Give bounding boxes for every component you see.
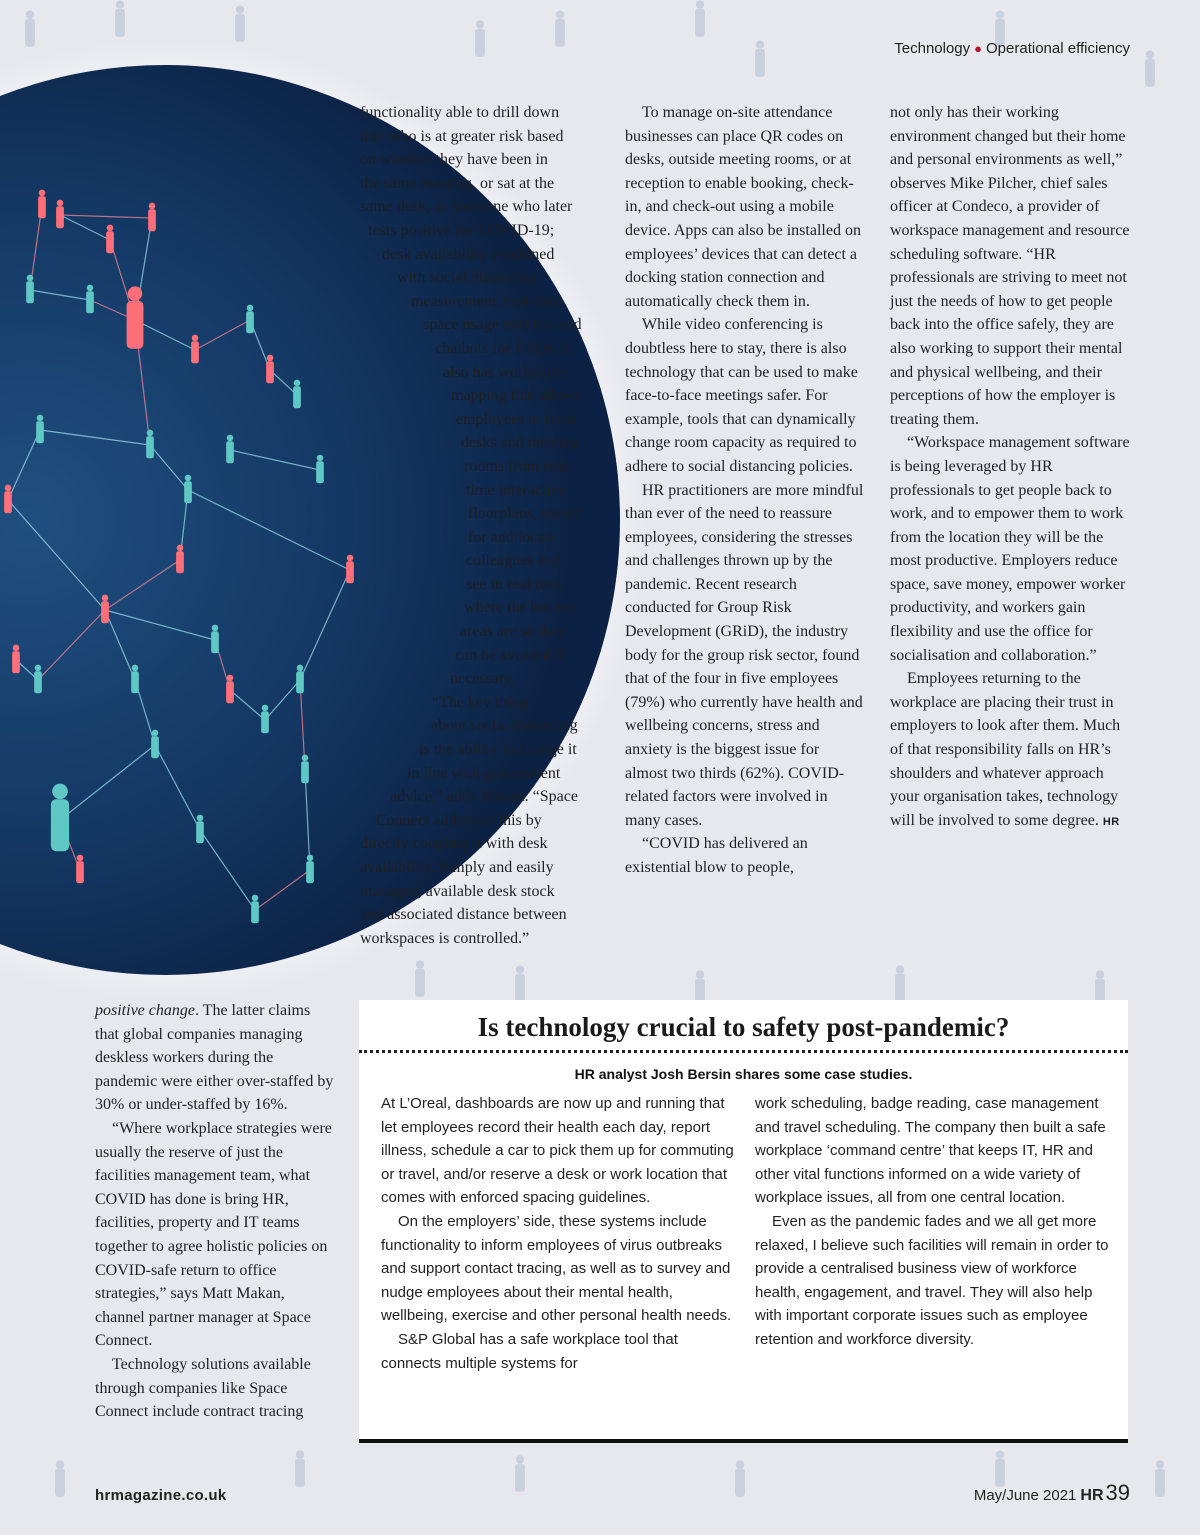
subsection-label: Operational efficiency xyxy=(986,40,1130,57)
paragraph: “COVID has delivered an existential blow to people, xyxy=(625,835,808,876)
text-line: directly coupling it with desk xyxy=(360,835,548,853)
person-figure xyxy=(76,855,84,884)
text-line: advice,” adds Makan. “Space xyxy=(390,788,578,806)
background-figure xyxy=(235,5,245,41)
person-figure xyxy=(34,665,42,694)
background-figure xyxy=(895,965,905,1001)
person-figure xyxy=(36,415,44,444)
person-figure xyxy=(26,275,34,304)
text-line: in line with government xyxy=(407,764,561,782)
text-line: areas are so they xyxy=(460,623,567,641)
background-figure xyxy=(1155,1460,1165,1496)
person-figure xyxy=(261,705,269,734)
paragraph: HR practitioners are more mindful than ever of the need to reassure employees, considering the stresses and challenges thrown up by the pandemic. Recent research conducted for Group Risk Development (GRiD), the industry body for the group risk sector, found that of the four in five employees (79%) who currently have health and wellbeing concerns, stress and anxiety is the biggest issue for almost two thirds (62%). COVID-related factors were involved in many cases. xyxy=(625,481,864,829)
text-line: functionality able to drill down xyxy=(360,104,560,121)
background-figure xyxy=(515,965,525,1001)
text-line: the same meeting, or sat at the xyxy=(360,174,555,192)
article-column-2 xyxy=(625,101,865,880)
background-figure xyxy=(515,1455,525,1491)
sidebar-subtitle: HR analyst Josh Bersin shares some case studies. xyxy=(574,1066,913,1082)
text-line: rooms from real- xyxy=(464,457,573,475)
text-line: floorplans, search xyxy=(468,505,582,523)
article-column-1 xyxy=(360,101,600,950)
text-line: with social distancing xyxy=(397,269,537,287)
paragraph: work scheduling, badge reading, case management and travel scheduling. The company then built a safe workplace ‘command centre’ that keeps IT, HR and other vital functions informed on a wide variety of workplace issues, all from one central location. xyxy=(755,1095,1106,1207)
background-figure xyxy=(755,40,765,76)
background-figure xyxy=(735,1460,745,1496)
background-figure xyxy=(115,0,125,36)
background-figure xyxy=(695,0,705,36)
text-line: mapping that allows xyxy=(451,387,581,405)
person-figure xyxy=(184,475,192,504)
paragraph xyxy=(95,999,335,1117)
paragraph-text: . The latter claims that global companies managing deskless workers during the pandemic were either over-staffed by 30% or under-staffed by 16%. xyxy=(95,1002,334,1114)
text-line: “The key thing xyxy=(432,693,528,711)
text-line: workspaces is controlled.” xyxy=(360,929,530,947)
paragraph: “Workspace management software is being leveraged by HR professionals to get people back to work, and to empower them to work from the location they will be the most productive. Employers reduce space, save money, empower worker productivity, and workers gain flexibility and use the office for socialisation and collaboration.” xyxy=(890,434,1130,664)
text-line: where the busiest xyxy=(464,599,576,617)
person-figure xyxy=(12,645,20,674)
person-figure xyxy=(211,625,219,654)
text-line: same desk, as someone who later xyxy=(360,198,573,216)
text-line: Connect addresses this by xyxy=(376,811,542,829)
person-figure xyxy=(226,675,234,704)
person-figure xyxy=(51,784,69,852)
text-line: chatbots for FAQs. It xyxy=(435,339,570,357)
footer-folio xyxy=(974,1480,1130,1506)
page-number: 39 xyxy=(1105,1480,1130,1505)
person-figure xyxy=(151,730,159,759)
background-figure xyxy=(415,960,425,996)
person-figure xyxy=(266,355,274,384)
text-line: on whether they have been in xyxy=(360,151,548,169)
person-figure xyxy=(101,595,109,624)
paragraph: Even as the pandemic fades and we all get more relaxed, I believe such facilities will remain in order to provide a centralised business view of workforce health, engagement, and travel. They will also help with important corporate issues such as employee retention and workforce diversity. xyxy=(755,1212,1109,1348)
person-figure xyxy=(246,305,254,334)
text-line: tests positive for COVID-19; xyxy=(368,221,555,239)
paragraph: To manage on-site attendance businesses can place QR codes on desks, outside meeting rooms, or at reception to enable booking, check-in, and check-out using a mobile device. Apps can also be installed on employees’ devices that can detect a docking station connection and automatically check them in. xyxy=(625,104,861,310)
person-figure xyxy=(226,435,234,464)
person-figure xyxy=(127,286,144,348)
text-line: also has workplace xyxy=(443,363,565,381)
person-figure xyxy=(251,895,259,924)
sidebar-box xyxy=(359,1000,1128,1443)
background-figure xyxy=(555,10,565,46)
person-figure xyxy=(306,855,314,884)
background-figure xyxy=(55,1460,65,1496)
background-figure xyxy=(25,10,35,46)
article-column-3 xyxy=(890,101,1130,834)
person-figure xyxy=(38,190,46,219)
end-mark: HR xyxy=(1102,815,1120,828)
dotted-divider xyxy=(359,1050,1128,1053)
text-line: colleagues and xyxy=(466,552,561,570)
person-figure xyxy=(346,555,354,584)
text-line: about social distancing xyxy=(431,717,578,735)
paragraph: S&P Global has a safe workplace tool that connects multiple systems for xyxy=(381,1330,678,1372)
text-line: space usage metrics; and xyxy=(423,316,582,334)
person-figure xyxy=(4,485,12,514)
text-line: time interactive xyxy=(466,481,566,499)
person-figure xyxy=(131,665,139,694)
text-line: see in real time xyxy=(466,575,564,593)
separator-dot-icon: ● xyxy=(974,41,983,56)
person-figure xyxy=(191,335,199,364)
text-line: measurement; real-time xyxy=(411,292,563,310)
paragraph: Technology solutions available through companies like Space Connect include contract tracing xyxy=(95,1355,311,1421)
text-line: for and locate xyxy=(468,528,556,546)
background-figure xyxy=(295,1450,305,1486)
background-figure xyxy=(1145,50,1155,86)
brand-logo: HR xyxy=(1080,1487,1104,1504)
text-line: availability. Simply and easily xyxy=(360,859,554,876)
issue-date: May/June 2021 xyxy=(973,1487,1077,1504)
person-figure xyxy=(56,200,64,229)
text-line: is the ability to change it xyxy=(419,741,577,759)
text-line: employees to book xyxy=(456,410,577,428)
italic-phrase: positive change xyxy=(95,1002,195,1019)
person-figure xyxy=(176,545,184,574)
paragraph: “Where workplace strategies were usually the reserve of just the facilities management team, what COVID has done is bring HR, facilities, property and IT teams together to agree holistic policies on COVID-safe return to office strategies,” says Matt Makan, channel partner manager at Space Connect. xyxy=(95,1119,332,1350)
paragraph: While video conferencing is doubtless here to stay, there is also technology that can be used to make face-to-face meetings safer. For example, tools that can dynamically change room capacity as required to adhere to social distancing policies. xyxy=(625,316,858,475)
section-label: Technology xyxy=(894,40,971,57)
person-figure xyxy=(293,380,301,409)
text-line: and associated distance between xyxy=(360,906,567,924)
text-line: desk availability combined xyxy=(382,245,555,263)
text-line: managed, available desk stock xyxy=(360,882,555,900)
sidebar-column-1 xyxy=(381,1092,741,1375)
person-figure xyxy=(106,225,114,254)
text-line: desks and meeting xyxy=(461,434,580,452)
text-line: into who is at greater risk based xyxy=(360,127,564,145)
article-column-4 xyxy=(95,999,335,1424)
person-figure xyxy=(148,203,156,232)
background-figure xyxy=(475,20,485,56)
section-header xyxy=(894,40,1130,57)
person-figure xyxy=(86,285,94,314)
sidebar-title: Is technology crucial to safety post-pandemic? xyxy=(477,1012,1010,1042)
paragraph-last xyxy=(890,667,1130,834)
paragraph: On the employers’ side, these systems include functionality to inform employees of virus outbreaks and support contact tracing, as well as to survey and nudge employees about their mental health, wellbeing, exercise and other personal health needs. xyxy=(381,1212,732,1325)
person-figure xyxy=(316,455,324,484)
footer-website: hrmagazine.co.uk xyxy=(95,1487,227,1504)
paragraph: not only has their working environment changed but their home and personal environments as well,” observes Mike Pilcher, chief sales officer at Condeco, a provider of workspace management and resource scheduling software. “HR professionals are striving to meet not just the needs of how to get people back into the office safely, they are also working to support their mental and physical wellbeing, and their perceptions of how the employer is treating them. xyxy=(890,104,1130,428)
person-figure xyxy=(301,755,309,784)
person-figure xyxy=(146,430,154,459)
sidebar-column-2 xyxy=(755,1092,1115,1352)
paragraph-text: Employees returning to the workplace are placing their trust in employers to look after them. Much of that responsibility falls on HR’s shoulders and whatever approach your organisation takes, technology will be involved to some degree. xyxy=(890,670,1121,829)
text-line: can be avoided if xyxy=(455,646,565,664)
person-figure xyxy=(196,815,204,844)
text-line: necessary. xyxy=(450,670,516,688)
person-figure xyxy=(296,665,304,694)
paragraph: At L’Oreal, dashboards are now up and running that let employees record their health each day, report illness, schedule a car to pick them up for commuting or travel, and/or reserve a desk or work location that comes with enforced spacing guidelines. xyxy=(381,1095,734,1207)
